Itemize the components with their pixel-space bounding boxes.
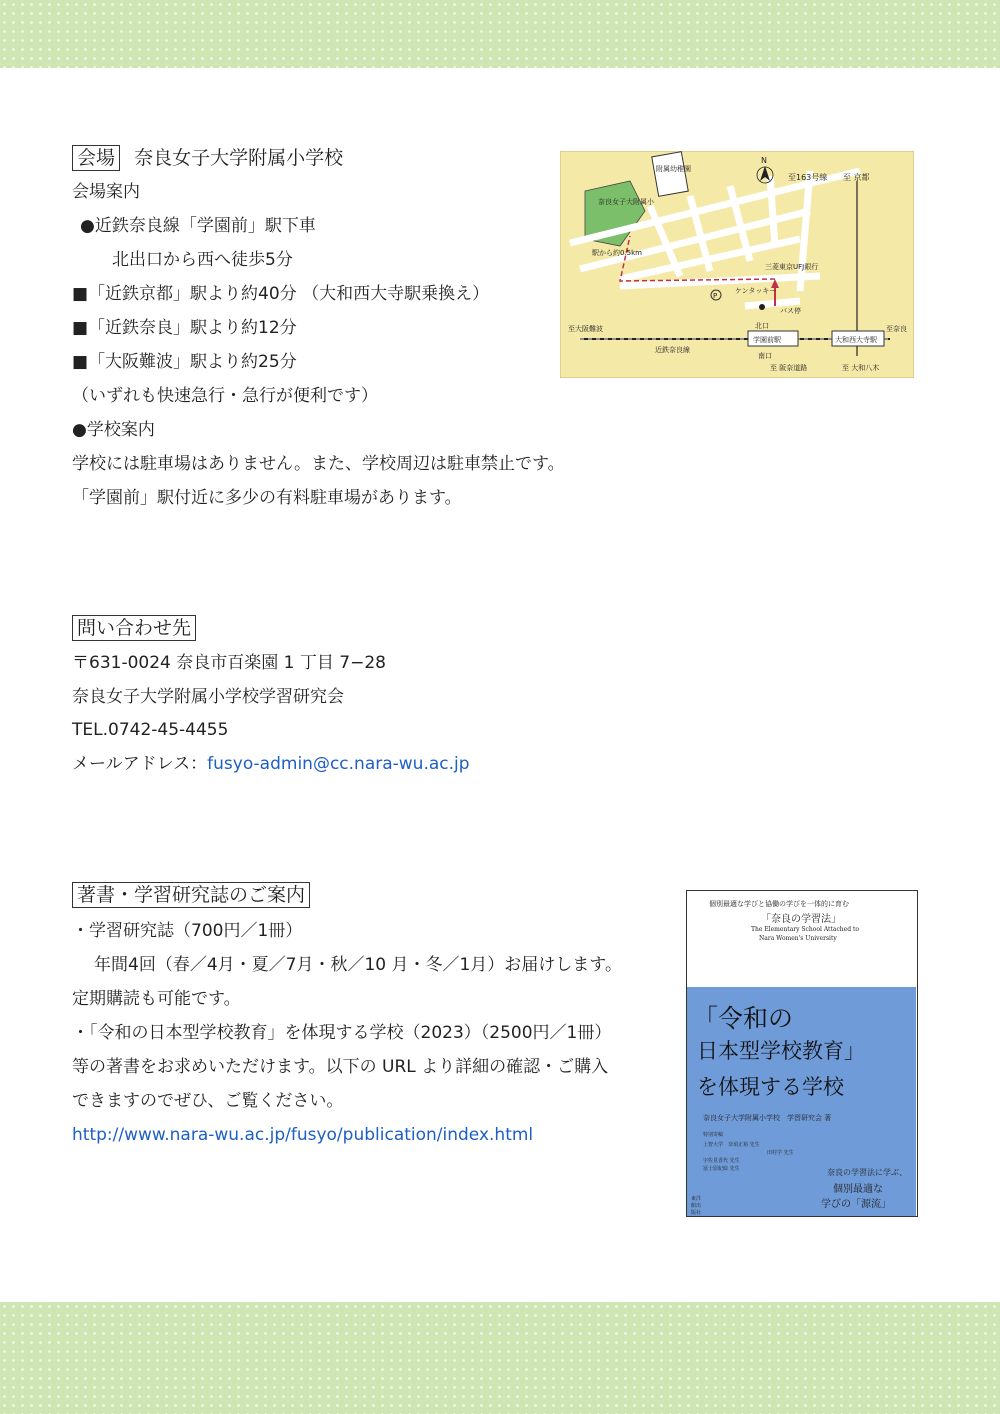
school-guide-title: ●学校案内: [72, 420, 155, 440]
map-school: 奈良女子大附属小: [598, 198, 654, 206]
venue-line6: （いずれも快速急行・急行が便利です）: [72, 386, 378, 406]
map-kintetsu-line: 近鉄奈良線: [655, 346, 690, 354]
venue-line1: ●近鉄奈良線「学園前」駅下車: [80, 216, 316, 236]
contact-org: 奈良女子大学附属小学校学習研究会: [72, 687, 344, 707]
book-title1: 「令和の: [693, 1004, 794, 1033]
map-osaka-namba: 至大阪難波: [568, 325, 603, 333]
map-shop: ケンタッキー: [735, 287, 777, 295]
contact-tel: TEL.0742-45-4455: [72, 720, 229, 740]
book-special: 特別寄稿: [703, 1132, 724, 1138]
books-line1: ・学習研究誌（700円／1冊）: [72, 921, 303, 941]
map-hanna-road: 至 阪奈道路: [770, 364, 808, 372]
bus-stop-icon: [759, 304, 765, 310]
map-parking: P: [713, 292, 718, 300]
venue-heading: [72, 147, 343, 169]
books-heading: [72, 884, 310, 906]
mail-label: メールアドレス：: [72, 754, 208, 774]
book-tag2: 個別最適な: [833, 1184, 883, 1195]
contact-heading: [72, 617, 196, 639]
contact-mail-line: [72, 753, 470, 775]
book-title2: 日本型学校教育」: [697, 1039, 865, 1063]
map-north-exit: 北口: [755, 322, 769, 330]
map-saidaiji: 大和西大寺駅: [835, 336, 877, 344]
books-line6: できますのでぜひ、ご覧ください。: [72, 1091, 344, 1111]
kindergarten-box: [652, 152, 688, 197]
venue-name: 奈良女子大学附属小学校: [134, 147, 344, 169]
books-url-line: [72, 1124, 533, 1146]
book-english1: The Elementary School Attached to: [751, 926, 859, 933]
book-series: 「奈良の学習法」: [761, 914, 841, 925]
book-contrib3: 宇佐見香代 先生: [703, 1158, 740, 1164]
map-north: N: [761, 156, 767, 165]
books-line4: ・「令和の日本型学校教育」を体現する学校（2023）（2500円／1冊）: [72, 1023, 612, 1043]
venue-guide-title: 会場案内: [72, 182, 140, 202]
bottom-decorative-band: [0, 1302, 1000, 1414]
map-station: 学園前駅: [753, 336, 781, 344]
venue-line4: ■「近鉄奈良」駅より約12分: [72, 318, 297, 338]
parking-note2: 「学園前」駅付近に多少の有料駐車場があります。: [72, 488, 462, 508]
book-subtitle: 個別最適な学びと協働の学びを一体的に育む: [709, 900, 849, 908]
book-author: 奈良女子大学附属小学校 学習研究会 著: [703, 1114, 832, 1122]
map-route163: 至163号線: [788, 173, 828, 182]
parking-note1: 学校には駐車場はありません。また、学校周辺は駐車禁止です。: [72, 454, 565, 474]
books-line2: 年間4回（春／4月・夏／7月・秋／10 月・冬／1月）お届けします。: [94, 955, 622, 975]
map-yamato-yagi: 至 大和八木: [842, 364, 880, 372]
venue-line3: ■「近鉄京都」駅より約40分 （大和西大寺駅乗換え）: [72, 284, 490, 304]
books-line3: 定期購読も可能です。: [72, 989, 241, 1009]
venue-line2: 北出口から西へ徒歩5分: [112, 250, 293, 270]
book-tag1: 奈良の学習法に学ぶ、: [827, 1168, 908, 1177]
contact-address: 〒631-0024 奈良市百楽園 1 丁目 7−28: [72, 653, 386, 673]
access-map: [560, 151, 914, 378]
mail-link[interactable]: fusyo-admin@cc.nara-wu.ac.jp: [207, 754, 470, 774]
venue-label: 会場: [72, 145, 120, 171]
publication-url-link[interactable]: http://www.nara-wu.ac.jp/fusyo/publication/index.html: [72, 1125, 534, 1145]
contact-label: 問い合わせ先: [72, 615, 196, 641]
book-tag3: 学びの「源流」: [821, 1199, 891, 1210]
book-cover-image: [686, 890, 918, 1217]
map-kindergarten: 附属幼稚園: [656, 165, 691, 173]
map-bank: 三菱東京UFJ銀行: [765, 263, 819, 271]
book-publisher: 東洋館出版社: [691, 1196, 702, 1216]
book-contrib2: 田村学 先生: [767, 1150, 794, 1156]
top-decorative-band: [0, 0, 1000, 68]
map-to-nara: 至奈良: [886, 325, 907, 333]
book-contrib4: 冨士原紀絵 先生: [703, 1166, 740, 1172]
books-label: 著書・学習研究誌のご案内: [72, 882, 310, 908]
book-english2: Nara Women's University: [759, 935, 837, 942]
book-title3: を体現する学校: [697, 1075, 844, 1099]
books-line5: 等の著書をお求めいただけます。以下の URL より詳細の確認・ご購入: [72, 1057, 609, 1077]
map-distance: 駅から約0.5km: [592, 249, 643, 257]
venue-line5: ■「大阪難波」駅より約25分: [72, 352, 297, 372]
book-contrib1: 上智大学 奈須正裕 先生: [703, 1142, 760, 1148]
map-south-exit: 南口: [758, 352, 772, 360]
map-bus-stop: バス停: [780, 307, 801, 315]
map-kyoto: 至 京都: [843, 173, 870, 182]
